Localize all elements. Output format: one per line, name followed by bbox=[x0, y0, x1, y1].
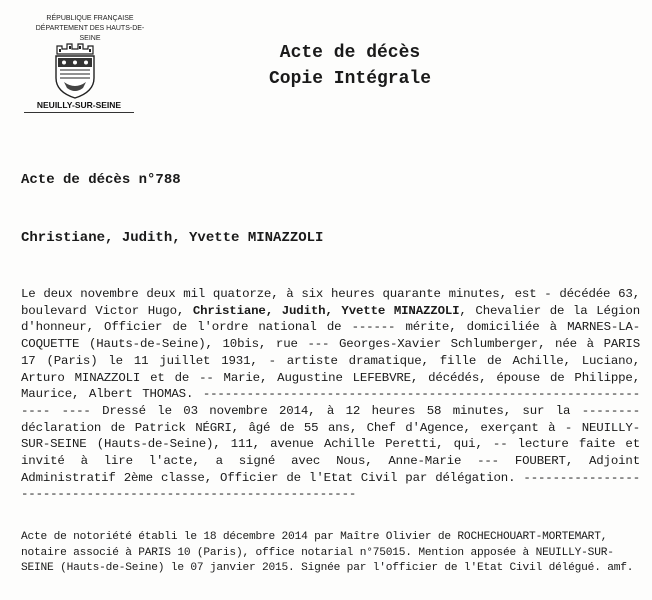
act-number: Acte de décès n°788 bbox=[21, 172, 181, 188]
deceased-name: Christiane, Judith, Yvette MINAZZOLI bbox=[21, 230, 324, 246]
title-line-1: Acte de décès bbox=[279, 43, 421, 63]
document-title bbox=[220, 40, 480, 92]
town-underline bbox=[24, 112, 134, 113]
act-body-text bbox=[21, 286, 640, 503]
body-part-2: , Chevalier de la Légion d'honneur, Officier de l'ordre national de ------ mérite, domiciliée à MARNES-LA-COQUETTE (Hauts-de-Seine), 10bis, rue --- Georges-Xavier Schlumberger, née à PARIS 17 (Paris) le 11 juillet 1931, - artiste dramatique, fille de Achille, Luciano, Arturo MINAZZOLI et de -- Marie, Augustine LEFEBVRE, décédés, épouse de Philippe, Maurice, Albert THOMAS. ---------------------------------------------------------------- ---- Dressé le 03 novembre 2014, à 12 heures 58 minutes, sur la -------- déclaration de Patrick NÉGRI, âgé de 55 ans, Chef d'Agence, exerçant à - NEUILLY-SUR-SEINE (Hauts-de-Seine), 111, avenue Achille Peretti, qui, -- lecture faite et invité à lire l'acte, a signé avec Nous, Anne-Marie --- FOUBERT, Adjoint Administratif 2ème classe, Officier de l'Etat Civil par délégation. -------------------------------------------------------------- bbox=[21, 303, 640, 502]
town-name: NEUILLY-SUR-SEINE bbox=[36, 100, 122, 110]
city-coat-of-arms-icon bbox=[48, 40, 102, 100]
department-label: DÉPARTEMENT DES HAUTS-DE-SEINE bbox=[35, 25, 145, 42]
body-part-1: Le deux novembre deux mil quatorze, à six heures quarante minutes, est - décédée 63, boulevard Victor Hugo, bbox=[21, 287, 640, 318]
marginal-mention: Acte de notoriété établi le 18 décembre 2014 par Maître Olivier de ROCHECHOUART-MORTEMART, notaire associé à PARIS 10 (Paris), office notarial n°75015. Mention apposée à NEUILLY-SUR-SEINE (Hauts-de-Seine) le 07 janvier 2015. Signée par l'officier de l'Etat Civil délégué. amf. bbox=[21, 531, 634, 574]
republic-label: RÉPUBLIQUE FRANÇAISE bbox=[46, 15, 134, 22]
body-deceased-name: Christiane, Judith, Yvette MINAZZOLI bbox=[192, 303, 460, 318]
title-line-2: Copie Intégrale bbox=[268, 69, 432, 89]
